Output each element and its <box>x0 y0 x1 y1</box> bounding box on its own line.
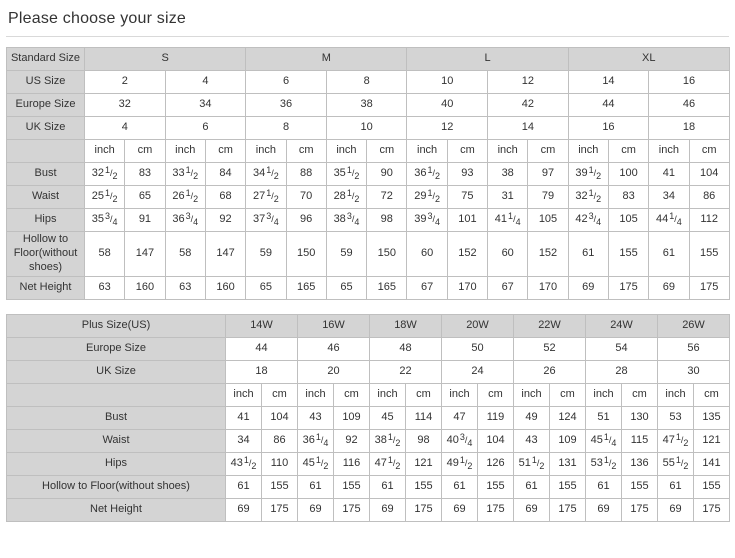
row-value: 16 <box>568 117 649 140</box>
measure-value: 136 <box>622 453 658 476</box>
measure-value: 41 <box>649 163 689 186</box>
table-row <box>7 48 730 71</box>
measure-value: 271/2 <box>246 186 286 209</box>
row-value: 8 <box>326 71 407 94</box>
table-row <box>7 94 730 117</box>
unit-cell: cm <box>689 140 729 163</box>
table-row <box>7 71 730 94</box>
measure-value: 331/2 <box>165 163 205 186</box>
unit-cell: inch <box>370 384 406 407</box>
measure-value: 135 <box>694 407 730 430</box>
measure-value: 69 <box>658 499 694 522</box>
row-value: 14 <box>568 71 649 94</box>
plus-size-22w: 22W <box>514 315 586 338</box>
row-value: 12 <box>488 71 569 94</box>
plus-size-14w: 14W <box>226 315 298 338</box>
measure-value: 281/2 <box>326 186 366 209</box>
row-value: 38 <box>326 94 407 117</box>
measure-value: 93 <box>447 163 487 186</box>
measure-value: 43 <box>514 430 550 453</box>
measure-value: 58 <box>165 232 205 277</box>
measure-value: 155 <box>334 476 370 499</box>
row-label: Europe Size <box>7 94 85 117</box>
measure-value: 65 <box>246 277 286 300</box>
measure-value: 79 <box>528 186 568 209</box>
measure-value: 63 <box>85 277 125 300</box>
measure-value: 160 <box>205 277 245 300</box>
measure-value: 69 <box>586 499 622 522</box>
table-row <box>7 361 730 384</box>
measure-value: 104 <box>478 430 514 453</box>
measure-value: 105 <box>528 209 568 232</box>
measure-value: 45 <box>370 407 406 430</box>
row-value: 46 <box>298 338 370 361</box>
measure-value: 61 <box>658 476 694 499</box>
measure-value: 69 <box>649 277 689 300</box>
measure-value: 121 <box>406 453 442 476</box>
measure-value: 119 <box>478 407 514 430</box>
measure-value: 70 <box>286 186 326 209</box>
unit-row-label <box>7 140 85 163</box>
measure-value: 393/4 <box>407 209 447 232</box>
measure-value: 69 <box>442 499 478 522</box>
size-group-xl: XL <box>568 48 729 71</box>
measure-value: 34 <box>649 186 689 209</box>
measure-value: 321/2 <box>568 186 608 209</box>
measure-value: 423/4 <box>568 209 608 232</box>
row-value: 12 <box>407 117 488 140</box>
measure-value: 121 <box>694 430 730 453</box>
measure-value: 72 <box>367 186 407 209</box>
measure-value: 175 <box>550 499 586 522</box>
measure-value: 381/2 <box>370 430 406 453</box>
table-row <box>7 163 730 186</box>
table-row <box>7 430 730 453</box>
row-label: Waist <box>7 186 85 209</box>
row-value: 42 <box>488 94 569 117</box>
row-value: 44 <box>226 338 298 361</box>
measure-value: 60 <box>488 232 528 277</box>
row-value: 10 <box>326 117 407 140</box>
unit-cell: inch <box>649 140 689 163</box>
plus-size-18w: 18W <box>370 315 442 338</box>
measure-value: 61 <box>442 476 478 499</box>
table-row <box>7 315 730 338</box>
measure-value: 491/2 <box>442 453 478 476</box>
measure-value: 155 <box>478 476 514 499</box>
row-value: 14 <box>488 117 569 140</box>
row-value: 34 <box>165 94 246 117</box>
measure-value: 96 <box>286 209 326 232</box>
table-row <box>7 453 730 476</box>
measure-value: 110 <box>262 453 298 476</box>
measure-value: 98 <box>406 430 442 453</box>
measure-value: 92 <box>205 209 245 232</box>
table-row <box>7 117 730 140</box>
unit-cell: cm <box>367 140 407 163</box>
table-row <box>7 338 730 361</box>
unit-cell: inch <box>488 140 528 163</box>
measure-value: 43 <box>298 407 334 430</box>
measure-value: 49 <box>514 407 550 430</box>
measure-value: 115 <box>622 430 658 453</box>
measure-value: 155 <box>406 476 442 499</box>
row-value: 24 <box>442 361 514 384</box>
measure-value: 31 <box>488 186 528 209</box>
measure-value: 511/2 <box>514 453 550 476</box>
measure-value: 98 <box>367 209 407 232</box>
unit-row <box>7 140 730 163</box>
measure-value: 61 <box>370 476 406 499</box>
measure-value: 321/2 <box>85 163 125 186</box>
measure-value: 69 <box>370 499 406 522</box>
row-label: Net Height <box>7 277 85 300</box>
measure-value: 109 <box>334 407 370 430</box>
measure-value: 86 <box>689 186 729 209</box>
unit-cell: inch <box>658 384 694 407</box>
measure-value: 175 <box>478 499 514 522</box>
row-value: 8 <box>246 117 327 140</box>
measure-value: 431/2 <box>226 453 262 476</box>
unit-cell: cm <box>334 384 370 407</box>
unit-cell: cm <box>125 140 165 163</box>
row-value: 54 <box>586 338 658 361</box>
page-title: Please choose your size <box>8 10 187 27</box>
measure-value: 84 <box>205 163 245 186</box>
unit-cell: inch <box>568 140 608 163</box>
row-value: 6 <box>165 117 246 140</box>
measure-value: 141 <box>694 453 730 476</box>
row-value: 4 <box>85 117 166 140</box>
unit-cell: inch <box>407 140 447 163</box>
measure-value: 175 <box>334 499 370 522</box>
row-label: Hips <box>7 453 226 476</box>
measure-value: 63 <box>165 277 205 300</box>
measure-value: 91 <box>125 209 165 232</box>
measure-value: 59 <box>326 232 366 277</box>
table-row <box>7 209 730 232</box>
unit-row-label <box>7 384 226 407</box>
unit-cell: cm <box>286 140 326 163</box>
unit-cell: cm <box>262 384 298 407</box>
measure-value: 175 <box>608 277 648 300</box>
row-value: 18 <box>649 117 730 140</box>
measure-value: 47 <box>442 407 478 430</box>
unit-cell: cm <box>694 384 730 407</box>
unit-cell: cm <box>608 140 648 163</box>
measure-value: 51 <box>586 407 622 430</box>
row-label: Waist <box>7 430 226 453</box>
measure-value: 114 <box>406 407 442 430</box>
row-label: US Size <box>7 71 85 94</box>
measure-value: 353/4 <box>85 209 125 232</box>
row-value: 32 <box>85 94 166 117</box>
measure-value: 61 <box>298 476 334 499</box>
row-value: 50 <box>442 338 514 361</box>
measure-value: 61 <box>514 476 550 499</box>
measure-value: 170 <box>528 277 568 300</box>
measure-value: 105 <box>608 209 648 232</box>
measure-value: 150 <box>367 232 407 277</box>
measure-value: 160 <box>125 277 165 300</box>
unit-cell: inch <box>514 384 550 407</box>
measure-value: 411/4 <box>488 209 528 232</box>
size-group-s: S <box>85 48 246 71</box>
unit-cell: cm <box>478 384 514 407</box>
measure-value: 67 <box>407 277 447 300</box>
row-label: Hollow to Floor(without shoes) <box>7 232 85 277</box>
measure-value: 59 <box>246 232 286 277</box>
measure-value: 363/4 <box>165 209 205 232</box>
measure-value: 155 <box>608 232 648 277</box>
measure-value: 90 <box>367 163 407 186</box>
row-value: 56 <box>658 338 730 361</box>
measure-value: 155 <box>622 476 658 499</box>
plus-size-16w: 16W <box>298 315 370 338</box>
standard-size-table <box>6 47 730 300</box>
measure-value: 101 <box>447 209 487 232</box>
measure-value: 69 <box>514 499 550 522</box>
measure-value: 92 <box>334 430 370 453</box>
standard-size-header: Standard Size <box>7 48 85 71</box>
row-value: 6 <box>246 71 327 94</box>
row-value: 48 <box>370 338 442 361</box>
row-value: 16 <box>649 71 730 94</box>
row-value: 4 <box>165 71 246 94</box>
row-value: 22 <box>370 361 442 384</box>
row-label: Net Height <box>7 499 226 522</box>
row-value: 10 <box>407 71 488 94</box>
measure-value: 86 <box>262 430 298 453</box>
title-divider <box>6 36 729 37</box>
unit-cell: inch <box>85 140 125 163</box>
measure-value: 69 <box>568 277 608 300</box>
measure-value: 531/2 <box>586 453 622 476</box>
measure-value: 61 <box>568 232 608 277</box>
row-label: Hollow to Floor(without shoes) <box>7 476 226 499</box>
plus-size-26w: 26W <box>658 315 730 338</box>
size-group-m: M <box>246 48 407 71</box>
measure-value: 403/4 <box>442 430 478 453</box>
measure-value: 97 <box>528 163 568 186</box>
row-value: 28 <box>586 361 658 384</box>
plus-size-table <box>6 314 730 522</box>
row-value: 2 <box>85 71 166 94</box>
measure-value: 60 <box>407 232 447 277</box>
measure-value: 67 <box>488 277 528 300</box>
measure-value: 152 <box>447 232 487 277</box>
table-row <box>7 277 730 300</box>
measure-value: 147 <box>205 232 245 277</box>
measure-value: 61 <box>649 232 689 277</box>
measure-value: 109 <box>550 430 586 453</box>
measure-value: 383/4 <box>326 209 366 232</box>
unit-cell: cm <box>528 140 568 163</box>
measure-value: 69 <box>226 499 262 522</box>
measure-value: 165 <box>286 277 326 300</box>
measure-value: 34 <box>226 430 262 453</box>
table-row <box>7 232 730 277</box>
measure-value: 391/2 <box>568 163 608 186</box>
measure-value: 124 <box>550 407 586 430</box>
row-label: Europe Size <box>7 338 226 361</box>
measure-value: 155 <box>694 476 730 499</box>
measure-value: 61 <box>226 476 262 499</box>
row-label: UK Size <box>7 361 226 384</box>
measure-value: 131 <box>550 453 586 476</box>
measure-value: 83 <box>125 163 165 186</box>
row-label: Bust <box>7 163 85 186</box>
table-row <box>7 407 730 430</box>
plus-size-24w: 24W <box>586 315 658 338</box>
unit-cell: cm <box>205 140 245 163</box>
unit-cell: cm <box>406 384 442 407</box>
measure-value: 261/2 <box>165 186 205 209</box>
measure-value: 65 <box>125 186 165 209</box>
measure-value: 251/2 <box>85 186 125 209</box>
measure-value: 175 <box>694 499 730 522</box>
measure-value: 104 <box>262 407 298 430</box>
unit-cell: inch <box>586 384 622 407</box>
measure-value: 83 <box>608 186 648 209</box>
measure-value: 373/4 <box>246 209 286 232</box>
measure-value: 53 <box>658 407 694 430</box>
measure-value: 471/2 <box>370 453 406 476</box>
unit-cell: cm <box>447 140 487 163</box>
row-value: 18 <box>226 361 298 384</box>
unit-row <box>7 384 730 407</box>
size-group-l: L <box>407 48 568 71</box>
measure-value: 175 <box>262 499 298 522</box>
unit-cell: cm <box>550 384 586 407</box>
measure-value: 41 <box>226 407 262 430</box>
measure-value: 65 <box>326 277 366 300</box>
row-value: 20 <box>298 361 370 384</box>
table-row <box>7 476 730 499</box>
measure-value: 451/4 <box>586 430 622 453</box>
measure-value: 100 <box>608 163 648 186</box>
measure-value: 441/4 <box>649 209 689 232</box>
measure-value: 75 <box>447 186 487 209</box>
row-value: 52 <box>514 338 586 361</box>
table-row <box>7 186 730 209</box>
unit-cell: cm <box>622 384 658 407</box>
measure-value: 361/2 <box>407 163 447 186</box>
measure-value: 361/4 <box>298 430 334 453</box>
measure-value: 155 <box>550 476 586 499</box>
row-value: 36 <box>246 94 327 117</box>
measure-value: 152 <box>528 232 568 277</box>
measure-value: 104 <box>689 163 729 186</box>
measure-value: 175 <box>622 499 658 522</box>
measure-value: 451/2 <box>298 453 334 476</box>
unit-cell: inch <box>326 140 366 163</box>
measure-value: 155 <box>689 232 729 277</box>
table-row <box>7 499 730 522</box>
measure-value: 112 <box>689 209 729 232</box>
row-value: 44 <box>568 94 649 117</box>
unit-cell: inch <box>298 384 334 407</box>
row-value: 30 <box>658 361 730 384</box>
measure-value: 471/2 <box>658 430 694 453</box>
measure-value: 147 <box>125 232 165 277</box>
measure-value: 175 <box>689 277 729 300</box>
unit-cell: inch <box>442 384 478 407</box>
row-label: Bust <box>7 407 226 430</box>
plus-size-20w: 20W <box>442 315 514 338</box>
measure-value: 175 <box>406 499 442 522</box>
measure-value: 130 <box>622 407 658 430</box>
row-label: UK Size <box>7 117 85 140</box>
row-value: 26 <box>514 361 586 384</box>
row-value: 40 <box>407 94 488 117</box>
unit-cell: inch <box>246 140 286 163</box>
measure-value: 116 <box>334 453 370 476</box>
measure-value: 69 <box>298 499 334 522</box>
measure-value: 58 <box>85 232 125 277</box>
measure-value: 126 <box>478 453 514 476</box>
measure-value: 165 <box>367 277 407 300</box>
measure-value: 150 <box>286 232 326 277</box>
measure-value: 61 <box>586 476 622 499</box>
measure-value: 341/2 <box>246 163 286 186</box>
measure-value: 38 <box>488 163 528 186</box>
row-label: Hips <box>7 209 85 232</box>
measure-value: 155 <box>262 476 298 499</box>
unit-cell: inch <box>226 384 262 407</box>
plus-size-header: Plus Size(US) <box>7 315 226 338</box>
measure-value: 88 <box>286 163 326 186</box>
measure-value: 291/2 <box>407 186 447 209</box>
row-value: 46 <box>649 94 730 117</box>
measure-value: 170 <box>447 277 487 300</box>
measure-value: 351/2 <box>326 163 366 186</box>
measure-value: 68 <box>205 186 245 209</box>
measure-value: 551/2 <box>658 453 694 476</box>
unit-cell: inch <box>165 140 205 163</box>
